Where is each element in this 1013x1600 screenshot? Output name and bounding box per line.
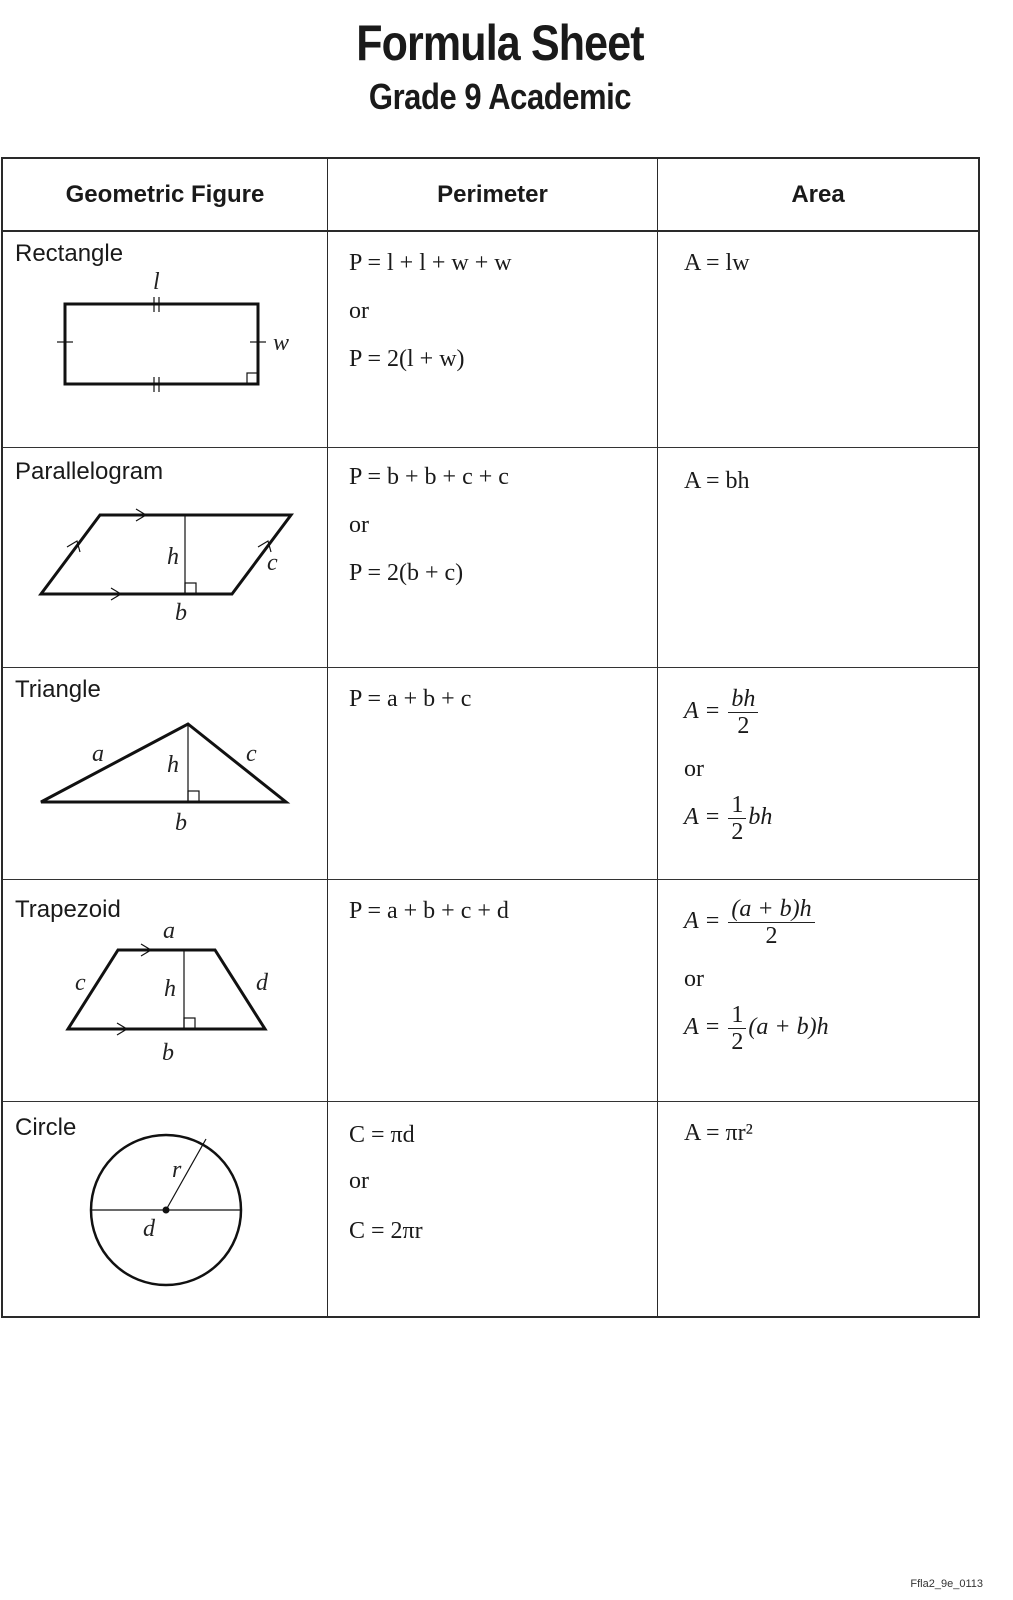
formula-table (1, 157, 980, 1318)
figure-name: Trapezoid (15, 896, 121, 923)
width-label: w (273, 330, 290, 356)
fraction (728, 1002, 746, 1055)
triangle-diagram (3, 668, 327, 879)
area-formula: A = lw (684, 250, 750, 276)
perimeter-formula-1: P = b + b + c + c (349, 464, 509, 490)
page-title: Formula Sheet (356, 15, 644, 71)
figure-name: Circle (15, 1114, 77, 1141)
fraction (728, 792, 746, 845)
perimeter-formula-2: P = 2(l + w) (349, 346, 465, 372)
area-lhs: A = (684, 1014, 721, 1041)
parallelogram-diagram (3, 448, 327, 667)
numerator: bh (728, 686, 758, 713)
column-header-area: Area (791, 181, 845, 208)
area-lhs: A = (684, 908, 721, 935)
figure-name: Rectangle (15, 240, 124, 267)
height-label: h (167, 544, 179, 570)
height-label: h (164, 976, 176, 1002)
or-text: or (684, 756, 704, 782)
figure-name: Parallelogram (15, 458, 164, 485)
denominator: 2 (731, 819, 744, 845)
base-label: b (175, 600, 187, 626)
document-code: Ffla2_9e_0113 (910, 1578, 983, 1590)
or-text: or (349, 1168, 369, 1194)
numerator: (a + b)h (728, 896, 814, 923)
area-lhs: A = (684, 698, 721, 725)
table-row-trapezoid (3, 880, 978, 1101)
area-tail: bh (748, 804, 773, 831)
figure-name: Triangle (15, 676, 101, 703)
area-formula-1 (684, 686, 760, 739)
area-formula-2 (684, 1002, 829, 1055)
base-label: b (175, 810, 187, 836)
trapezoid-diagram (3, 880, 327, 1101)
side-label: c (267, 550, 278, 576)
denominator: 2 (765, 923, 778, 949)
side-a-label: a (92, 741, 104, 767)
table-row-parallelogram (3, 448, 978, 667)
column-header-figure: Geometric Figure (65, 181, 265, 208)
length-label: l (153, 269, 160, 295)
page-subtitle: Grade 9 Academic (368, 76, 632, 117)
area-formula-1 (684, 896, 817, 949)
perimeter-formula-2: P = 2(b + c) (349, 560, 464, 586)
or-text: or (349, 298, 369, 324)
table-row-circle (3, 1102, 978, 1316)
circle-diagram (3, 1102, 327, 1316)
circumference-formula-1: C = πd (349, 1122, 415, 1148)
radius-label: r (172, 1157, 182, 1183)
side-c-label: c (75, 970, 86, 996)
area-formula: A = πr² (684, 1120, 753, 1146)
area-tail: (a + b)h (748, 1014, 829, 1041)
table-row-triangle (3, 668, 978, 879)
base-label: b (162, 1040, 174, 1066)
numerator: 1 (728, 792, 746, 819)
side-d-label: d (256, 970, 268, 996)
perimeter-formula: P = a + b + c (349, 686, 472, 712)
denominator: 2 (731, 1029, 744, 1055)
perimeter-formula-1: P = l + l + w + w (349, 250, 512, 276)
perimeter-formula: P = a + b + c + d (349, 898, 509, 924)
fraction (728, 686, 758, 739)
rectangle-diagram (3, 232, 327, 447)
circumference-formula-2: C = 2πr (349, 1218, 423, 1244)
table-row-rectangle (3, 232, 978, 447)
side-a-label: a (163, 918, 175, 944)
area-formula-2 (684, 792, 772, 845)
fraction (728, 896, 814, 949)
or-text: or (684, 966, 704, 992)
or-text: or (349, 512, 369, 538)
height-label: h (167, 752, 179, 778)
diameter-label: d (143, 1216, 155, 1242)
denominator: 2 (737, 713, 750, 739)
area-lhs: A = (684, 804, 721, 831)
side-c-label: c (246, 741, 257, 767)
area-formula: A = bh (684, 468, 750, 494)
column-header-perimeter: Perimeter (437, 181, 548, 208)
numerator: 1 (728, 1002, 746, 1029)
